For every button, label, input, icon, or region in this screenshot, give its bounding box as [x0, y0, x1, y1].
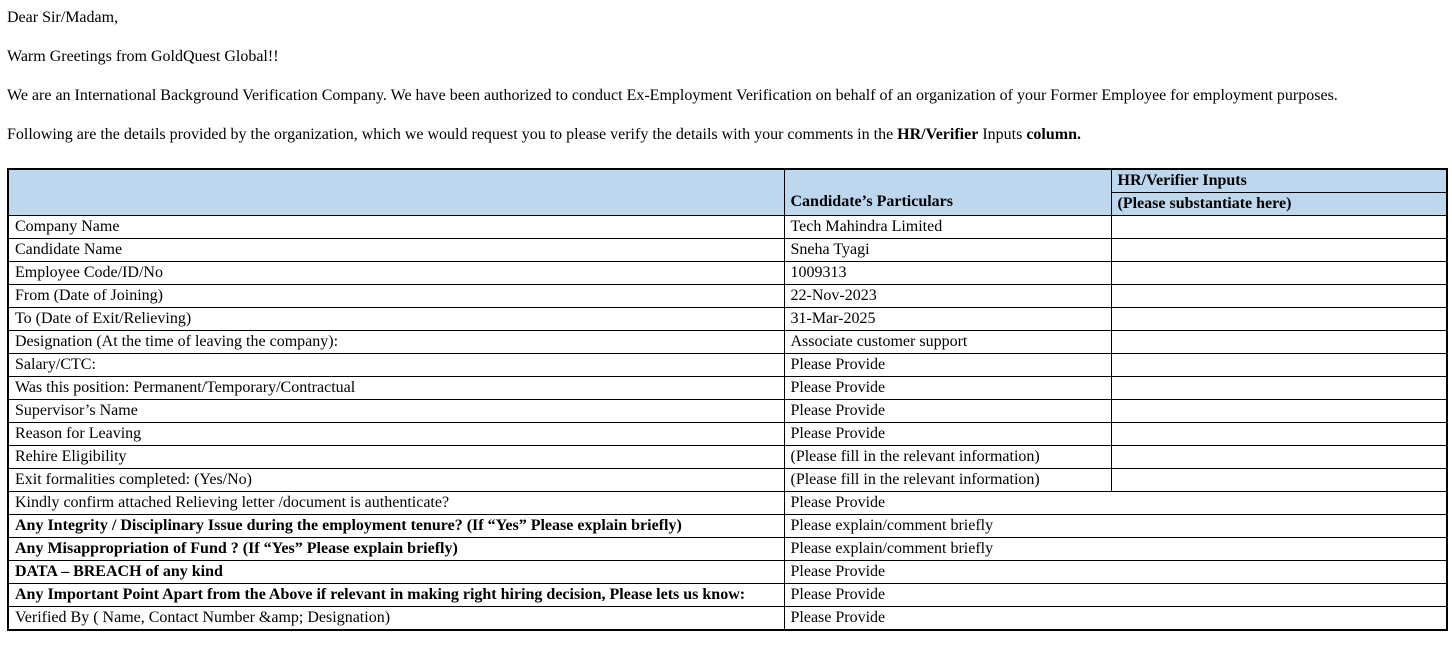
hr-verifier-input-cell[interactable] [1111, 308, 1447, 331]
hr-verifier-input-cell[interactable] [1111, 285, 1447, 308]
table-row [8, 423, 1447, 446]
row-value: Please Provide [784, 423, 1111, 446]
hr-verifier-input-cell[interactable] [1111, 446, 1447, 469]
verification-table [7, 168, 1448, 631]
table-row [8, 239, 1447, 262]
row-label: Verified By ( Name, Contact Number &amp; Designation) [8, 607, 784, 631]
row-label: Reason for Leaving [8, 423, 784, 446]
table-row [8, 469, 1447, 492]
row-label: Supervisor’s Name [8, 400, 784, 423]
hr-verifier-input-cell[interactable] [1111, 377, 1447, 400]
hr-verifier-input-cell[interactable] [1111, 354, 1447, 377]
row-value: Please Provide [784, 354, 1111, 377]
hr-verifier-input-cell[interactable] [1111, 400, 1447, 423]
row-label: To (Date of Exit/Relieving) [8, 308, 784, 331]
row-label: Company Name [8, 216, 784, 239]
row-value: 31-Mar-2025 [784, 308, 1111, 331]
table-row [8, 331, 1447, 354]
row-label: Employee Code/ID/No [8, 262, 784, 285]
table-row [8, 285, 1447, 308]
row-label: Any Important Point Apart from the Above if relevant in making right hiring decision, Please lets us know: [8, 584, 784, 607]
table-row [8, 216, 1447, 239]
row-label: Kindly confirm attached Relieving letter /document is authenticate? [8, 492, 784, 515]
header-substantiate-note: (Please substantiate here) [1111, 193, 1447, 216]
table-row [8, 262, 1447, 285]
row-value: Tech Mahindra Limited [784, 216, 1111, 239]
row-value: Please Provide [784, 561, 1447, 584]
table-row [8, 446, 1447, 469]
request-bold-hr-verifier: HR/Verifier [897, 126, 979, 143]
hr-verifier-input-cell[interactable] [1111, 239, 1447, 262]
intro-paragraph: We are an International Background Verification Company. We have been authorized to conduct Ex-Employment Verification on behalf of an organization of your Former Employee for employment purposes. [7, 87, 1338, 104]
header-hr-verifier-inputs: HR/Verifier Inputs [1111, 169, 1447, 193]
row-value: Sneha Tyagi [784, 239, 1111, 262]
row-label: Salary/CTC: [8, 354, 784, 377]
row-label: Was this position: Permanent/Temporary/Contractual [8, 377, 784, 400]
row-value: Please Provide [784, 584, 1447, 607]
row-label: From (Date of Joining) [8, 285, 784, 308]
table-header-row-1 [8, 169, 1447, 193]
row-label: Rehire Eligibility [8, 446, 784, 469]
row-label: Exit formalities completed: (Yes/No) [8, 469, 784, 492]
table-row [8, 561, 1447, 584]
letter-body [7, 8, 1452, 144]
row-value: Please explain/comment briefly [784, 538, 1447, 561]
row-value: (Please fill in the relevant information) [784, 469, 1111, 492]
table-row [8, 308, 1447, 331]
request-prefix: Following are the details provided by the organization, which we would request you to please verify the details with your comments in the [7, 126, 898, 143]
row-value: Please Provide [784, 400, 1111, 423]
row-value: Associate customer support [784, 331, 1111, 354]
header-empty-cell [8, 169, 784, 216]
hr-verifier-input-cell[interactable] [1111, 262, 1447, 285]
hr-verifier-input-cell[interactable] [1111, 423, 1447, 446]
hr-verifier-input-cell[interactable] [1111, 331, 1447, 354]
row-value: Please explain/comment briefly [784, 515, 1447, 538]
table-row [8, 354, 1447, 377]
row-value: Please Provide [784, 377, 1111, 400]
table-row [8, 584, 1447, 607]
hr-verifier-input-cell[interactable] [1111, 216, 1447, 239]
row-label: Any Integrity / Disciplinary Issue during the employment tenure? (If “Yes” Please explain briefly) [8, 515, 784, 538]
row-value: Please Provide [784, 492, 1447, 515]
request-middle: Inputs [978, 126, 1027, 143]
table-row [8, 400, 1447, 423]
salutation: Dear Sir/Madam, [7, 9, 119, 26]
table-row [8, 492, 1447, 515]
table-row [8, 377, 1447, 400]
greeting-line: Warm Greetings from GoldQuest Global!! [7, 48, 279, 65]
row-value: (Please fill in the relevant information) [784, 446, 1111, 469]
table-row [8, 515, 1447, 538]
row-label: Any Misappropriation of Fund ? (If “Yes” Please explain briefly) [8, 538, 784, 561]
request-paragraph [7, 125, 1452, 144]
row-value: 22-Nov-2023 [784, 285, 1111, 308]
row-label: DATA – BREACH of any kind [8, 561, 784, 584]
request-bold-column: column. [1026, 126, 1081, 143]
table-row [8, 538, 1447, 561]
row-value: Please Provide [784, 607, 1447, 631]
row-value: 1009313 [784, 262, 1111, 285]
hr-verifier-input-cell[interactable] [1111, 469, 1447, 492]
table-row [8, 607, 1447, 631]
row-label: Designation (At the time of leaving the company): [8, 331, 784, 354]
header-candidates-particulars: Candidate’s Particulars [784, 169, 1111, 216]
row-label: Candidate Name [8, 239, 784, 262]
